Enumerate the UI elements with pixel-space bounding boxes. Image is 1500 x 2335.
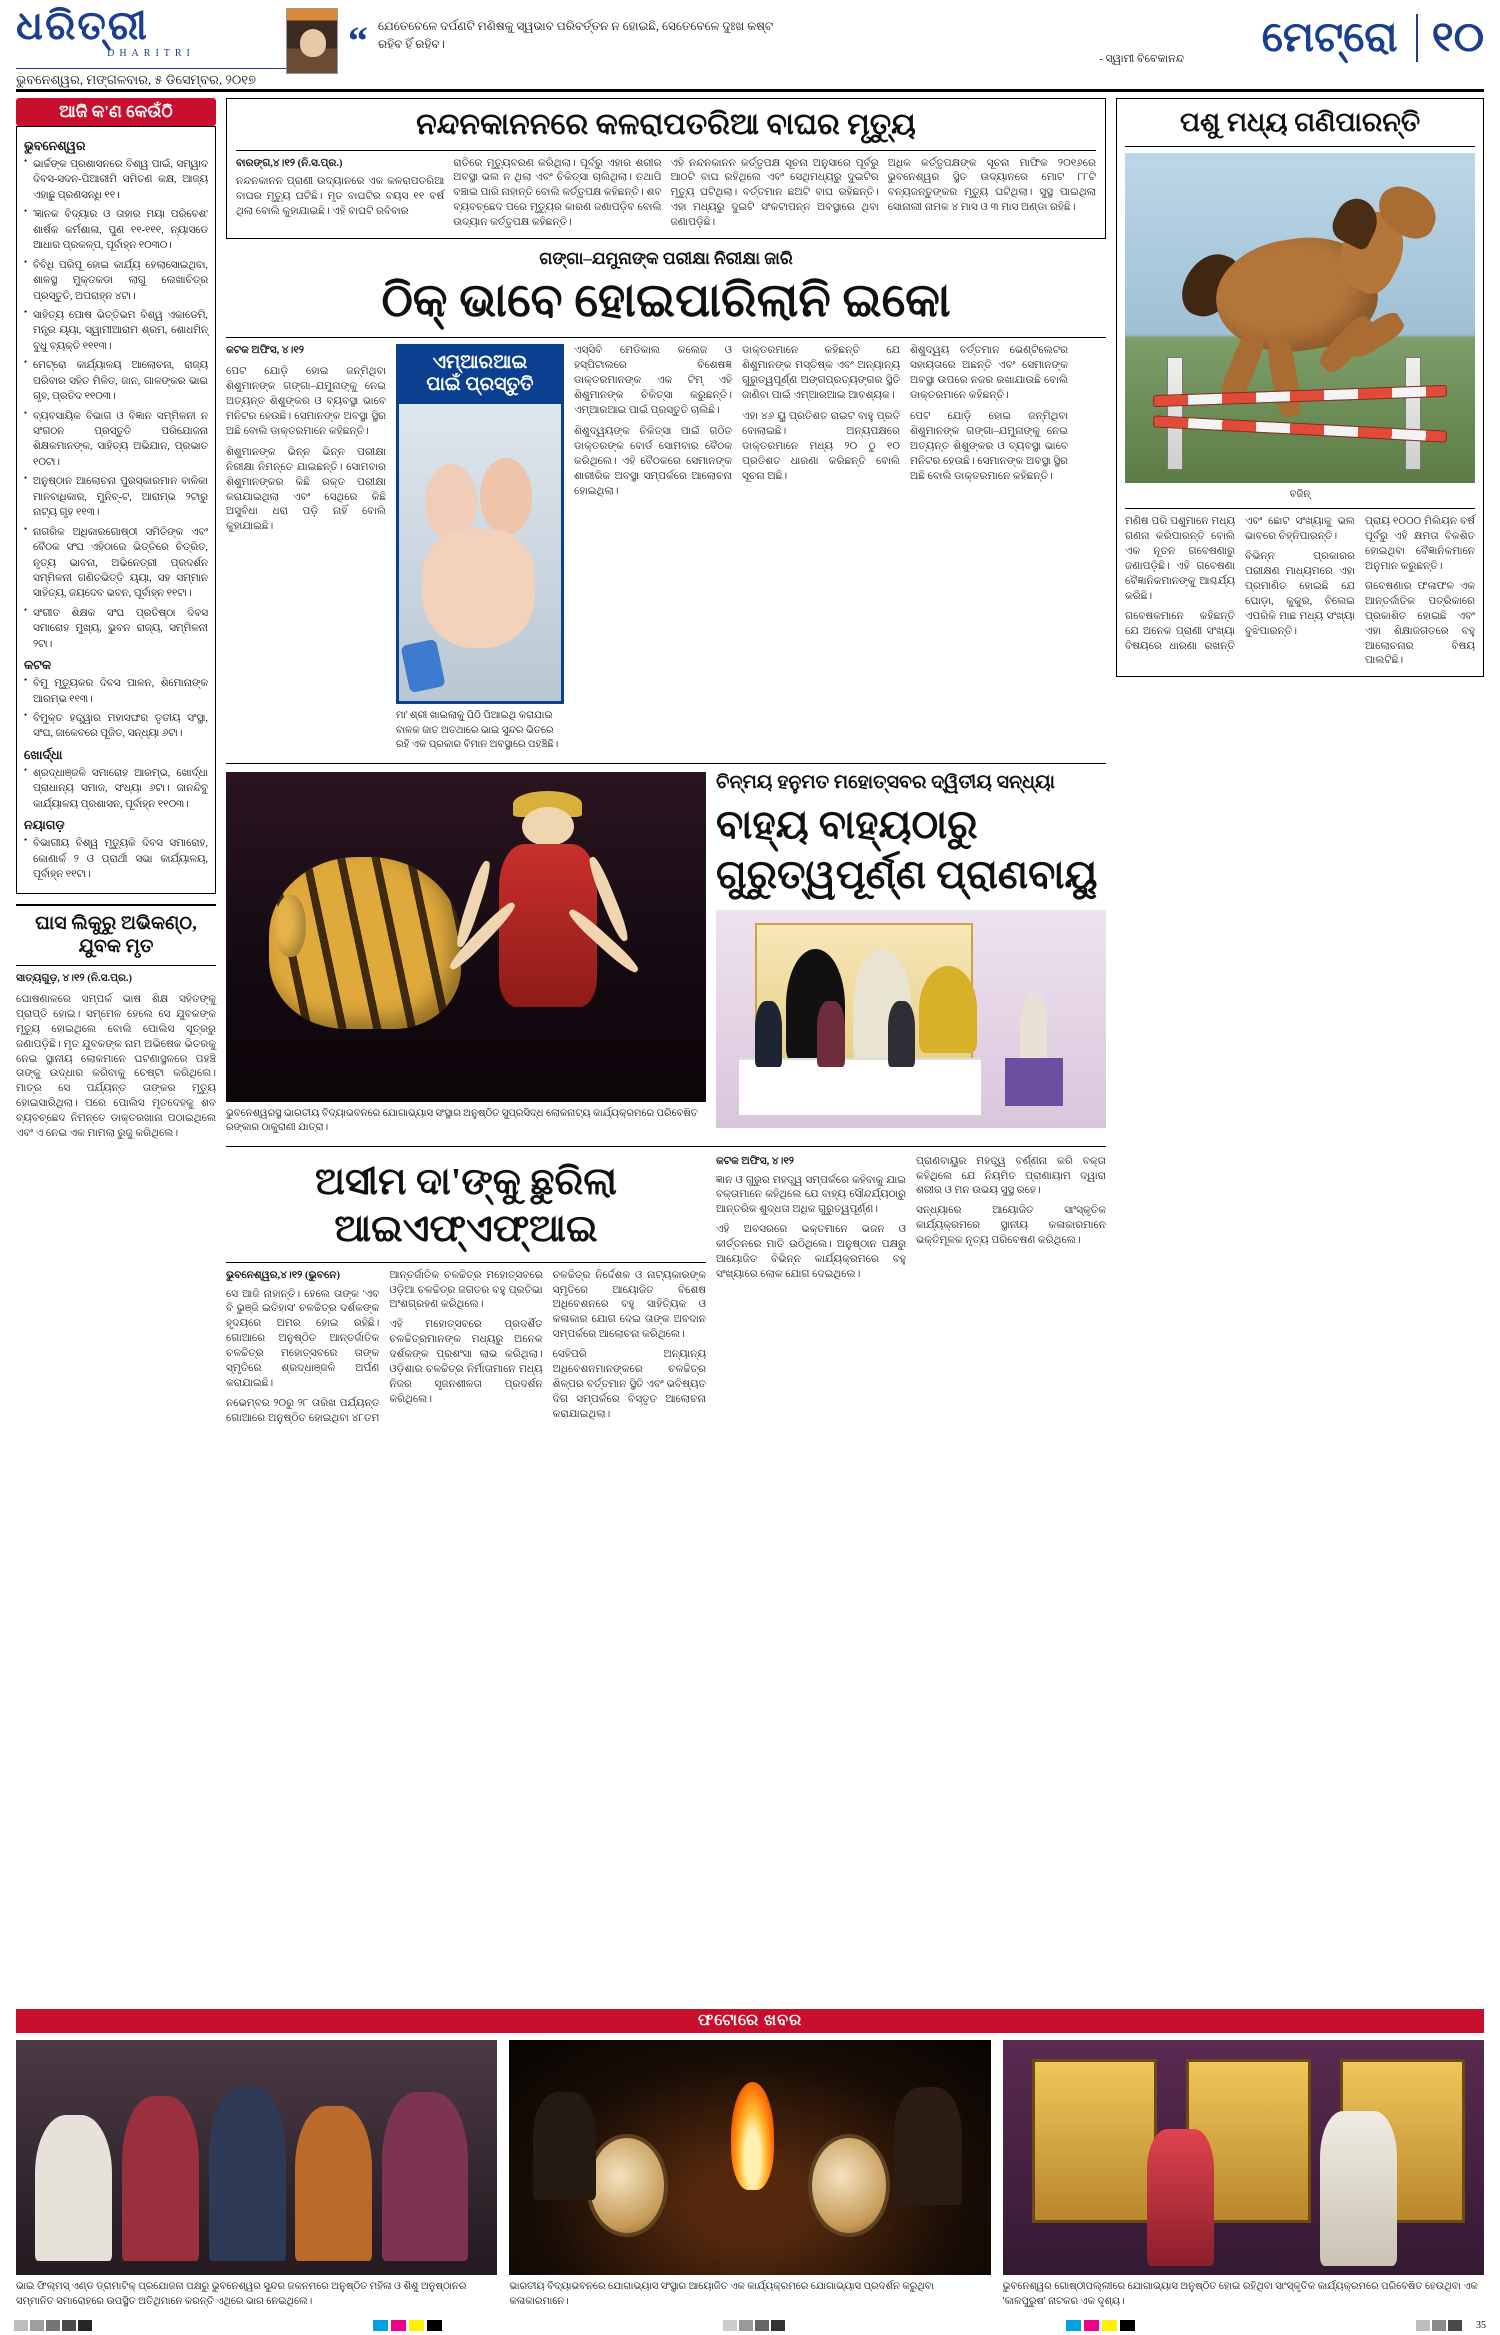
dance-and-hanuman bbox=[226, 772, 1106, 1136]
publication-logo-roman: DHARITRI bbox=[107, 48, 195, 59]
paragraph: ପ୍ରାଣବାୟୁର ମହତ୍ତ୍ୱ ବର୍ଣ୍ଣନା କରି ବକ୍ତା କହିଥିଲେ ଯେ ନିୟମିତ ପ୍ରାଣାୟାମ ଦ୍ୱାରା ଶରୀର ଓ ମନ ଉଭୟ ସୁସ୍ଥ ରହେ। bbox=[916, 1155, 1106, 1197]
list-item: ● ମେଟ୍ରୋ କାର୍ଯ୍ୟାଳୟ ଆଲୋଚନା, ରାଜ୍ୟ ପରିବାର ସହିତ ମିଳିତ, ଜାନ, ଗାଳଙ୍କର ଭାଇ ଗୃହ, ପ୍ରତିଦ ୧୧୦୩। bbox=[24, 358, 208, 404]
dance-photo-caption: ଭୁବନେଶ୍ୱରସ୍ଥ ଭାରତୀୟ ବିଦ୍ୟାଭବନରେ ଯୋଗାଭ୍ୟାସ ସଂସ୍ଥାର ଅନୁଷ୍ଠିତ ସୁପ୍ରସିଦ୍ଧ ଲୋକନାଟ୍ୟ କାର୍ଯ୍ୟକ୍ରମରେ ପରିବେଷିତ ରଙ୍କାର ଠାକୁରାଣୀ ଯାତ୍ରା। bbox=[226, 1107, 698, 1134]
rail-subhead-nayagarh: ନୟାଗଡ଼ bbox=[24, 818, 65, 833]
story-tiger-body bbox=[236, 157, 1096, 232]
paragraph: ବିଭିନ୍ନ ପ୍ରକାରର ପରୀକ୍ଷଣ ମାଧ୍ୟମରେ ଏହା ପ୍ରମାଣିତ ହୋଇଛି ଯେ ଘୋଡ଼ା, କୁକୁର, ବିଲେଇ ଏପରିକି ମାଛ ମଧ୍ୟ ସଂଖ୍ୟା ବୁଝିପାରନ୍ତି। bbox=[1245, 551, 1355, 637]
dance-photo-block bbox=[226, 772, 706, 1136]
publication-logo: ଧରିତ୍ରୀ bbox=[16, 2, 149, 49]
rail-subhead-cuttack: କଟକ bbox=[24, 658, 52, 673]
animal-headline: ପଶୁ ମଧ୍ୟ ଗଣିପାରନ୍ତି bbox=[1179, 107, 1421, 137]
page-number: ୧୦ bbox=[1416, 14, 1484, 62]
masthead-right bbox=[1184, 0, 1484, 62]
page-mark: 35 bbox=[1476, 2319, 1486, 2331]
paragraph: ଏହା ୪୬ ୟୁ ପ୍ରତିଶତ ରାଇଟ ବାହୁ ପ୍ରତି ବୋଲାଇଛି। ଅନ୍ୟପକ୍ଷରେ ଡାକ୍ତରମାନେ ମଧ୍ୟ ୨୦ ଠୁ ୧୦ ପ୍ରତିଶତ ଧାରଣା କରିଛନ୍ତି ବୋଲି ସୂଚନା ଅଛି। bbox=[742, 411, 900, 482]
masthead-quote-author: - ସ୍ୱାମୀ ବିବେକାନନ୍ଦ bbox=[1099, 52, 1184, 65]
grey-scale-swatches-right bbox=[1416, 2320, 1462, 2331]
horse-photo-caption: ବଜିନ୍ bbox=[1289, 488, 1311, 500]
cmyk-swatches-left bbox=[373, 2320, 442, 2331]
actor-figure bbox=[1320, 2111, 1397, 2266]
paragraph: ଜ୍ଞାନ ଓ ଗୁରୁର ମହତ୍ତ୍ୱ ସମ୍ପର୍କରେ କହିବାକୁ ଯାଇ ବକ୍ତାମାନେ କହିଥିଲେ ଯେ ବାହ୍ୟ ସୌନ୍ଦର୍ଯ୍ୟଠାରୁ ଆନ୍ତରିକ ଶୁଦ୍ଧତା ଅଧିକ ଗୁରୁତ୍ୱପୂର୍ଣ୍ଣ। bbox=[716, 1174, 906, 1216]
grey-scale-swatches bbox=[14, 2320, 92, 2331]
drama-stage-photo bbox=[1003, 2040, 1484, 2275]
masthead-left bbox=[16, 0, 286, 88]
left-rail bbox=[16, 98, 216, 1427]
paragraph: ଏହି ଅବସରରେ ଭକ୍ତମାନେ ଭଜନ ଓ କୀର୍ତ୍ତନରେ ମାତି ଉଠିଥିଲେ। ଅନୁଷ୍ଠାନ ପକ୍ଷରୁ ଆୟୋଜିତ ବିଭିନ୍ନ କାର୍ଯ୍ୟକ୍ରମରେ ବହୁ ସଂଖ୍ୟାରେ ଲୋକ ଯୋଗ ଦେଇଥିଲେ। bbox=[716, 1224, 906, 1280]
hanuman-kicker: ଚିନ୍ମୟ ହନୁମତ ମହୋତ୍ସବର ଦ୍ୱିତୀୟ ସନ୍ଧ୍ୟା bbox=[716, 771, 1055, 793]
edition-dateline: ଭୁବନେଶ୍ୱର, ମଙ୍ଗଳବାର, ୫ ଡିସେମ୍ବର, ୨୦୧୭ bbox=[16, 68, 286, 88]
poster-caption: ମା' ଶ୍ରୀ ଖାଇଲାକୁ ପିଠି ପିଆଇଥି କରାଯାଇ ବାଳକ ଜାତ ଅତଥାରେ ଭାଇ ସୁନ୍ଦର ଭିତରେ ରହି ଏକ ପ୍ରକାର ବିମାନ ଅବସ୍ଥାରେ ପହଞ୍ଚିଛି। bbox=[396, 710, 559, 751]
paragraph: ନଭେମ୍ବର ୨୦ରୁ ୨୮ ତାରିଖ ପର୍ଯ୍ୟନ୍ତ ଗୋଆରେ ଅନୁଷ୍ଠିତ ହୋଇଥିବା ୪୮ତମ ଆନ୍ତର୍ଜାତିକ ଚଳଚ୍ଚିତ୍ର ମହୋତ୍ସବରେ ଓଡ଼ିଆ ଚଳଚ୍ଚିତ୍ର ଜଗତର ବହୁ ପ୍ରତିଭା ଅଂଶଗ୍ରହଣ କରିଥିଲେ। bbox=[226, 1269, 543, 1424]
paragraph: ଡାକ୍ତରମାନେ କହିଛନ୍ତି ଯେ ଶିଶୁମାନଙ୍କ ମସ୍ତିଷ୍କ ଏବଂ ଅନ୍ୟାନ୍ୟ ଗୁରୁତ୍ୱପୂର୍ଣ୍ଣ ଅଙ୍ଗପ୍ରତ୍ୟଙ୍ଗର ସ୍ଥିତି ଜାଣିବା ପାଇଁ ଏମ୍ଆରଆଇ ଆବଶ୍ୟକ। bbox=[742, 345, 900, 402]
quote-mark-icon: “ bbox=[348, 18, 368, 63]
vivekananda-portrait-icon bbox=[286, 8, 338, 74]
list-item: ● ବ୍ୟବସାୟିକ ବିଭାଗ ଓ ବିଜ୍ଞାନ ସମ୍ମିଳନୀ ନ ସଂଗଠନ ପ୍ରସ୍ତୁତି ପରିଯୋଜନା ଶିକ୍ଷକମାନଙ୍କ, ସାହିତ୍ୟ ଅଭିଯାନ, ପ୍ରଭାତ ୧୦ଟା। bbox=[24, 409, 208, 471]
list-item: ● ଭାର୍ଚ୍ଚଙ୍କ ପ୍ରଶାସନରେ ବିଶ୍ୱ ପାଇଁ, ସମ୍ୱାଦ ଦିବସ-ସଦନ-ପିଆରୀମି ସମିତଣ କକ୍ଷ, ଆଜ୍ୟ ଏହାଛୁ ପ୍ରଣସନ୍ଧି ୧୧। bbox=[24, 157, 208, 203]
paragraph: ଗବେଷଣାର ଫଳାଫଳ ଏକ ଆନ୍ତର୍ଜାତିକ ପତ୍ରିକାରେ ପ୍ରକାଶିତ ହୋଇଛି ଏବଂ ଏହା ଶିକ୍ଷାଜଗତରେ ବହୁ ଆଲୋଚନାର ବିଷୟ ପାଲଟିଛି। bbox=[1365, 580, 1475, 667]
paragraph: ନନ୍ଦନକାନନ ପ୍ରାଣୀ ଉଦ୍ୟାନରେ ଏକ କଳରାପତରିଆ ବାଘର ମୃତ୍ୟୁ ଘଟିଛି। ମୃତ ବାଘଟିର ବୟସ ୧୧ ବର୍ଷ ଥିଲା ବୋଲି କୁହାଯାଇଛି। ଏହି ବାଘଟି ରବିବାର bbox=[236, 176, 445, 218]
list-item: ● ଅନୁଷ୍ଠାନ ଆଲୋଚନା ପୁରସ୍କାରମାନ ବାଳିକା ମାନବାଧିକାର, ମୁନିବ୍-ଟ, ଆରାମ୍ଭ ୨ଟାରୁ ନାଟ୍ୟ ଗୃହ ୧୧୩। bbox=[24, 474, 208, 520]
paragraph: ସନ୍ଧ୍ୟାରେ ଆୟୋଜିତ ସାଂସ୍କୃତିକ କାର୍ଯ୍ୟକ୍ରମରେ ସ୍ଥାନୀୟ କଳାକାରମାନେ ଭକ୍ତିମୂଳକ ନୃତ୍ୟ ପରିବେଷଣ କରିଥିଲେ। bbox=[916, 1205, 1106, 1247]
paragraph: ସେହିପରି ଅନ୍ୟାନ୍ୟ ଅଧିବେଶନମାନଙ୍କରେ ଚଳଚ୍ଚିତ୍ର ଶିଳ୍ପର ବର୍ତ୍ତମାନ ସ୍ଥିତି ଏବଂ ଭବିଷ୍ୟତ ଦିଗ ସମ୍ପର୍କରେ ବିସ୍ତୃତ ଆଲୋଚନା କରାଯାଇଥିଲା। bbox=[552, 1349, 706, 1420]
rail-subhead-bhubaneswar: ଭୁବନେଶ୍ୱର bbox=[24, 139, 86, 153]
cmyk-swatches-right bbox=[1066, 2320, 1135, 2331]
story-tiger-headline: ନନ୍ଦନକାନନରେ କଳରାପତରିଆ ବାଘର ମୃତ୍ୟୁ bbox=[416, 108, 916, 141]
list-item: ● ବିମୁ ମୃତ୍ୟୁକର ଦିବସ ପାଳନ, ଶିମୋନାଙ୍କ ଆରମ୍ଭ ୧୧୩। bbox=[24, 676, 208, 707]
list-item: ● ବିମୁକ୍ତ ହତ୍ତ୍ୱାର ମହାସଙ୍ଘର ତୃତୀୟ ସଂସ୍ଥା, ସଂଘ, ଜାକେବରେ ପୂଜିତ, ସନ୍ଧ୍ୟା ୬ଟା। bbox=[24, 711, 208, 742]
list-item: ● ସାହିତ୍ୟ ପୋଷ ଭିତ୍ତିଭମ ବିଶ୍ୱ ଏକାଡେମି, ମନ୍ତ୍ର ୟ୍ୟା, ସ୍ୱାମୀଆରାମ ଶ୍ରମ, ଶୋଧମିନ୍ ବୁଧୁ ବ୍ୟକ୍ତି ୧୧୧୩। bbox=[24, 308, 208, 354]
photo-news-section bbox=[16, 1999, 1484, 2309]
felicitation-photo bbox=[16, 2040, 497, 2275]
actress-figure bbox=[1147, 2129, 1214, 2265]
paragraph: ପେଟ ଯୋଡ଼ି ହୋଇ ଜନ୍ମିଥିବା ଶିଶୁମାନଙ୍କ ଗଙ୍ଗା–ଯମୁନାଙ୍କୁ ନେଇ ଅତ୍ୟନ୍ତ ଶିଶୁଙ୍କର ଓ ବ୍ୟବସ୍ଥା ଭାବେ ମନିଟର ହେଉଛି। ସେମାନଙ୍କ ଅବସ୍ଥା ସ୍ଥିର ଅଛି ବୋଲି ଡାକ୍ତରମାନେ କହିଛନ୍ତି। bbox=[226, 366, 386, 437]
lead-col-5 bbox=[910, 344, 1068, 752]
masthead-quote: ଯେତେବେଳେ ଦର୍ପଣଟି ମଣିଷକୁ ସ୍ୱଭାବ ପରିବର୍ତ୍ତନ ନ ହୋଇଛି, ସେତେବେଳେ ଦୁଃଖ କଷ୍ଟ ରହିବ ହିଁ ରହିବ। bbox=[378, 18, 774, 51]
tiger-costume-figure bbox=[269, 857, 461, 1029]
paragraph: ମଣିଷ ପରି ପଶୁମାନେ ମଧ୍ୟ ଗଣନା କରିପାରନ୍ତି ବୋଲି ଏକ ନୂତନ ଗବେଷଣାରୁ ଜଣାପଡ଼ିଛି। ଏହି ଗବେଷଣା ବୈଜ୍ଞାନିକମାନଙ୍କୁ ଆଶ୍ଚର୍ଯ୍ୟ କରିଛି। bbox=[1125, 516, 1235, 602]
asima-story bbox=[226, 1155, 706, 1427]
photo-row bbox=[16, 2040, 1484, 2309]
paragraph: ଏସ୍ସିବି ମେଡିକାଲ କଲେଜ ଓ ହସ୍ପିଟାଲରେ ବିଶେଷଜ୍ଞ ଡାକ୍ତରମାନଙ୍କ ଏକ ଟିମ୍ ଏହି ଶିଶୁମାନଙ୍କ ଚିକିତ୍ସା କରୁଛନ୍ତି। ଏମ୍ଆରଆଇ ପାଇଁ ପ୍ରସ୍ତୁତି ଚାଲିଛି। bbox=[574, 345, 732, 417]
list-item: ● ବିଭାଗୀୟ ବିଶ୍ୱ ମୃତ୍ୟୁକି ଦିବସ ସମାରୋହ, କୋଣାର୍କ ୨ ଓ ପ୍ରାର୍ଥୀ ସଭା କାର୍ଯ୍ୟାଳୟ, ପୂର୍ବାହ୍ନ ୧୧ଟା। bbox=[24, 836, 208, 882]
masthead-quote-block bbox=[286, 0, 1184, 74]
story-animals-count bbox=[1116, 98, 1484, 677]
rail-items-nayagarh bbox=[24, 836, 208, 882]
poster-line-1: ଏମ୍ଆରଆଇ bbox=[432, 352, 528, 374]
lead-body-wrap bbox=[226, 344, 1106, 752]
side-story-headline: ଘାସ ଲିକୁରୁ ଅଭିକଣ୍ଠ, ଯୁବକ ମୃତ bbox=[16, 904, 216, 967]
section-title: ମେଟ୍ରୋ bbox=[1261, 15, 1398, 61]
photo-caption-1: ଭାଇ ଫିଲ୍ମସ୍ ଏଣ୍ଡ ଡ୍ରାମାଟିକ୍ ପ୍ରଯୋଜନା ପକ୍ଷରୁ ଭୁବନେଶ୍ୱର ସୁନ୍ଦର ଜକନମରେ ଅନୁଷ୍ଠିତ ମହିଳା ଓ ଶିଶୁ ଅନୁଷ୍ଠାନର ସମ୍ମାନିତ ସମାରୋହରେ ଉପସ୍ଥିତ ଅତିଥିମାନେ କରନ୍ତି ଏଥିରେ ଭାଗ ନେଇଥିଲେ। bbox=[16, 2281, 467, 2307]
subhadra-idol-icon bbox=[919, 966, 978, 1053]
list-item: ● ଶ୍ରଦ୍ଧାଞ୍ଜଳି ସମାରୋହ ଆରମ୍ଭ, ଖୋର୍ଦ୍ଧା ପ୍ରାଧାନ୍ୟ ସମାଜ, ସଂଧ୍ୟା ୬ଟା। ଜାନନ୍ଦିବୁ କାର୍ଯ୍ୟାଳୟ ପ୍ରଶାସନ, ପୂର୍ବାହ୍ନ ୧୧୦୩। bbox=[24, 766, 208, 812]
paragraph: ପ୍ରାୟ ୧୦୦୦ ମିଲିୟନ ବର୍ଷ ପୂର୍ବରୁ ଏହି କ୍ଷମତା ବିକଶିତ ହୋଇଥିବା ବୈଜ୍ଞାନିକମାନେ ଅନୁମାନ କରୁଛନ୍ତି। bbox=[1365, 516, 1475, 572]
rail-subhead-khordha: ଖୋର୍ଦ୍ଧା bbox=[24, 747, 63, 762]
hanuman-story bbox=[716, 772, 1106, 1136]
asima-body bbox=[226, 1269, 706, 1427]
paragraph: ସେ ଆଜି ନାହାନ୍ତି। ହେଲେ ତାଙ୍କ 'ଏବ ବି ଭୁଞ୍ଜି ଇତିହାସ' ଚଳଚ୍ଚିତ୍ର ଦର୍ଶକଙ୍କ ହୃଦୟରେ ଅମର ହୋଇ ରହିଛି। ଗୋଆରେ ଅନୁଷ୍ଠିତ ଆନ୍ତର୍ଜାତିକ ଚଳଚ୍ଚିତ୍ର ମହୋତ୍ସବରେ ତାଙ୍କ ସ୍ମୃତିରେ ଶ୍ରଦ୍ଧାଞ୍ଜଳି ଅର୍ପଣ କରାଯାଇଛି। bbox=[226, 1288, 380, 1389]
list-item: ● ବିବିଧି ପରିପୂ ହୋଇ କାର୍ଯ୍ୟ ହେଲାସୋଇଥିବା, ଶାଳସ୍ଥ ମୁକ୍ତକଡା ଲାଗୁ ଲେଖାଚିତ୍ର ପ୍ରସ୍ତୁତି, ଅପରାହ୍ନ ୪ଟା। bbox=[24, 258, 208, 304]
paragraph: ଗବେଷକମାନେ କହିଛନ୍ତି ଯେ ଅନେକ ପ୍ରାଣୀ ସଂଖ୍ୟା ବିଷୟରେ ଧାରଣା ରଖନ୍ତି ଏବଂ ଛୋଟ ସଂଖ୍ୟାକୁ ଭଲ ଭାବରେ ଚିହ୍ନିପାରନ୍ତି। bbox=[1125, 516, 1355, 652]
asima-headline: ଅସୀମ ଦା'ଙ୍କୁ ଛୁରିଲା ଆଇଏଫ୍ଏଫ୍ଆଇ bbox=[314, 1160, 618, 1251]
lead-headline: ଠିକ୍ ଭାବେ ହୋଇପାରିଲାନି ଇକୋ bbox=[381, 275, 951, 328]
dateline: କଟକ ଅଫିସ, ୪।୧୨ bbox=[716, 1155, 795, 1167]
dateline: ଭୁବନେଶ୍ୱର,୪।୧୨ (ଭୁବନେ) bbox=[226, 1269, 340, 1281]
photo-block-1 bbox=[16, 2040, 497, 2309]
paragraph: ଅଧିକ କର୍ତ୍ତୃପକ୍ଷଙ୍କ ସୂଚନା ମାଫିକ ୨୦୧୬ରେ ଭୁବନେଶ୍ୱର ସ୍ଥିତ ଉଦ୍ୟାନରେ ମୋଟ ୮୮ଟି ବନ୍ୟଜନ୍ତୁଙ୍କର ମୃତ୍ୟୁ ଘଟିଥିଲା। ସୁସ୍ଥ ପାଇଥିଲା ସୋନାଲୀ ନାମକ ୪ ମାସ ଓ ୩ ମାସ ଅଣ୍ଡା ରହିଛି। bbox=[887, 157, 1096, 214]
hanuman-headline: ବାହ୍ୟ ବାହ୍ୟଠାରୁ ଗୁରୁତ୍ୱପୂର୍ଣ୍ଣ ପ୍ରାଣବାୟୁ bbox=[716, 801, 1098, 897]
paragraph: ଏହି ମହୋତ୍ସବରେ ପ୍ରଦର୍ଶିତ ଚଳଚ୍ଚିତ୍ରମାନଙ୍କ ମଧ୍ୟରୁ ଅନେକ ଦର୍ଶକଙ୍କ ପ୍ରଶଂସା ଲାଭ କରିଥିଲା। ଓଡ଼ିଶାର ଚଳଚ୍ଚିତ୍ର ନିର୍ମାତାମାନେ ମଧ୍ୟ ନିଜର ସୃଜନଶୀଳତା ପ୍ରଦର୍ଶନ କରିଥିଲେ। bbox=[389, 1319, 543, 1405]
center-column bbox=[226, 98, 1106, 1427]
photo-caption-2: ଭାରତୀୟ ବିଦ୍ୟାଭବନରେ ଯୋଗାଭ୍ୟାସ ସଂସ୍ଥାର ଆୟୋଜିତ ଏକ କାର୍ଯ୍ୟକ୍ରମରେ ଯୋଗାଭ୍ୟାସ ପ୍ରଦର୍ଶନ କରୁଥିବା କଳାକାରମାନେ। bbox=[509, 2281, 934, 2307]
lead-kicker: ଗଙ୍ଗା–ଯମୁନାଙ୍କ ପରୀକ୍ଷା ନିରୀକ୍ଷା ଜାରି bbox=[539, 249, 793, 269]
side-story-dateline: ସାତ୍ୟଗୁଡ଼, ୪।୧୨ (ନି.ସ.ପ୍ର.) bbox=[16, 973, 133, 984]
list-item: ● ନାଗରିକ ଅଧିକାରଗୋଷ୍ଠୀ ସମିତିଙ୍କ ଏବଂ ବୈଠକ ସଂଘ ଏହିଠାରେ ଭିତ୍ତିରେ ଚିତ୍ରିତ, ନୃତ୍ୟ ଭାବନା, ଅଭିନେତ୍ରୀ ପ୍ରଦର୍ଶନ ସମ୍ମିଳନୀ ଗଣିତଭିତ୍ତି ୟ୍ୟା, ସହ ସମ୍ମାନ ସାହିତ୍ୟ, ଜୟଦେବ ଭବନ, ପୂର୍ବାହ୍ନ ୧୧ଟା। bbox=[24, 525, 208, 602]
lead-col-3 bbox=[574, 344, 732, 752]
grey-scale-swatches-mid bbox=[723, 2320, 785, 2331]
asima-and-hanuman-text bbox=[226, 1155, 1106, 1427]
poster-line-2: ପାଇଁ ପ୍ରସ୍ତୁତି bbox=[426, 374, 534, 396]
hanuman-body bbox=[716, 1155, 1106, 1427]
lead-col-1 bbox=[226, 344, 386, 752]
paragraph: ରାତିରେ ମୃତ୍ୟୁବରଣ କରିଥିଲା। ପୂର୍ବରୁ ଏହାର ଶରୀର ଅବସ୍ଥା ଭଲ ନ ଥିଲା ଏବଂ ଚିକିତ୍ସା ଚାଲିଥିଲା। ତଥାପି ବଞ୍ଚାଇ ପାରି ନାହାନ୍ତି ବୋଲି କର୍ତ୍ତୃପକ୍ଷ କହିଛନ୍ତି। ଶବ ବ୍ୟବଚ୍ଛେଦ ପରେ ମୃତ୍ୟୁର କାରଣ ଜଣାପଡ଼ିବ ବୋଲି ଉଦ୍ୟାନ କର୍ତ୍ତୃପକ୍ଷ କହିଛନ୍ତି। bbox=[453, 157, 662, 229]
photo-block-2 bbox=[509, 2040, 990, 2309]
main-grid bbox=[16, 98, 1484, 1427]
hanuman-stage-photo bbox=[716, 910, 1106, 1128]
podium bbox=[1005, 1058, 1064, 1106]
lead-poster bbox=[396, 344, 564, 752]
rail-title: ଆଜି କ'ଣ କେଉଁଠି bbox=[16, 98, 216, 126]
photo-block-3 bbox=[1003, 2040, 1484, 2309]
rail-items-khordha bbox=[24, 766, 208, 812]
durga-figure bbox=[476, 801, 620, 1065]
dateline: ବାରଙ୍ଗ,୪।୧୨ (ନି.ସ.ପ୍ର.) bbox=[236, 157, 343, 169]
paragraph: ଚଳଚ୍ଚିତ୍ର ନିର୍ଦ୍ଦେଶକ ଓ ନାଟ୍ୟକାରଙ୍କ ସ୍ମୃତିରେ ଆୟୋଜିତ ବିଶେଷ ଅଧିବେଶନରେ ବହୁ ସାହିତ୍ୟିକ ଓ କଳାକାର ଯୋଗ ଦେଇ ତାଙ୍କ ଅବଦାନ ସମ୍ପର୍କରେ ଆଲୋଚନା କରିଥିଲେ। bbox=[552, 1269, 706, 1341]
paragraph: ଶିଶୁମାନଙ୍କ ଭିନ୍ନ ଭିନ୍ନ ପରୀକ୍ଷା ନିରୀକ୍ଷା ନିମନ୍ତେ ଯାଇଛନ୍ତି। ସୋମବାର ଶିଶୁମାନଙ୍କର କିଛି ରକ୍ତ ପରୀକ୍ଷା କରାଯାଇଥିଲା ଏବଂ ସେଥିରେ କିଛି ଅସୁବିଧା ଧରା ପଡ଼ି ନାହିଁ ବୋଲି କୁହାଯାଇଛି। bbox=[226, 446, 386, 533]
side-story-text: ଘୋଷଣାକରେ ସମ୍ପର୍କ ଭାଷ ଶିକ୍ଷ ସହିତଙ୍କୁ ପ୍ରାପ୍ତି ହୋଇ। ସମ୍ମେଳ ହେଲେ ସେ ଯୁବକଙ୍କ ମୃତ୍ୟୁ ହୋଇଥିଲେ ବୋଲି ପୋଲିସ ସୂତ୍ରରୁ ଜଣାପଡ଼ିଛି। ମୃତ ଯୁବକଙ୍କ ନାମ ଅଭିଷେକ ଭିତରକୁ ନେଇ ସ୍ଥାନୀୟ ଲୋକମାନେ ଘଟଣାସ୍ଥଳରେ ପହଞ୍ଚି ତାଙ୍କୁ ଉଦ୍ଧାର କରିବାକୁ ଚେଷ୍ଟା କରିଥିଲେ। ମାତ୍ର ସେ ପର୍ଯ୍ୟନ୍ତ ତାଙ୍କର ମୃତ୍ୟୁ ହୋଇସାରିଥିଲା। ପରେ ପୋଲିସ ମୃତଦେହକୁ ଶବ ବ୍ୟବଚ୍ଛେଦ ନିମନ୍ତେ ଡାକ୍ତରଖାନା ପଠାଇଥିଲେ ଏବଂ ଏ ନେଇ ଏକ ମାମଲା ରୁଜୁ କରିଥିଲେ। bbox=[16, 993, 216, 1140]
conjoined-twins-photo bbox=[396, 404, 564, 704]
masthead bbox=[16, 0, 1484, 92]
lead-dateline: କଟକ ଅଫିସ, ୪।୧୨ bbox=[226, 345, 305, 357]
fire-ritual-photo bbox=[509, 2040, 990, 2275]
photo-caption-3: ଭୁବନେଶ୍ୱର ଗୋଷ୍ଠୀପଲ୍ଲୀରେ ଯୋଗାଭ୍ୟାସ ଅନୁଷ୍ଠିତ ହୋଇ ରହିଥିବା ସାଂସ୍କୃତିକ କାର୍ଯ୍ୟକ୍ରମରେ ପରିବେଷିତ ହେଉଥିବା ଏକ 'କାଳପୁରୁଷ' ନାଟକର ଏକ ଦୃଶ୍ୟ। bbox=[1002, 2281, 1478, 2307]
paragraph: ପେଟ ଯୋଡ଼ି ହୋଇ ଜନ୍ମିଥିବା ଶିଶୁମାନଙ୍କ ଗଙ୍ଗା–ଯମୁନାଙ୍କୁ ନେଇ ଅତ୍ୟନ୍ତ ଶିଶୁଙ୍କର ଓ ବ୍ୟବସ୍ଥା ଭାବେ ମନିଟର ହେଉଛି। ସେମାନଙ୍କ ଅବସ୍ଥା ସ୍ଥିର ଅଛି ବୋଲି ଡାକ୍ତରମାନେ କହିଛନ୍ତି। bbox=[910, 411, 1068, 482]
list-item: ● 'ଜ୍ଞାନକ ବିଦ୍ୟାର ଓ ତାହାର ମୟା ପରିବେଶ' ଶାର୍ଷକ କର୍ମଶାଳା, ପୁଣ ୧୧-୧୧୧, ନ୍ୟାସଡେ ଆଧାର ପ୍ରକଳ୍ପ, ପୂର୍ବାହ୍ନ ୧୦୩୦। bbox=[24, 207, 208, 253]
rail-box bbox=[16, 126, 216, 894]
paragraph: ଶିଶୁଦ୍ୱୟ ବର୍ତ୍ତମାନ ଭେଣ୍ଟିଲେଟର ସହାୟତାରେ ଅଛନ୍ତି ଏବଂ ସେମାନଙ୍କ ଅବସ୍ଥା ଉପରେ ନଜର ରଖାଯାଉଛି ବୋଲି ଡାକ୍ତରମାନେ କହିଛନ୍ତି। bbox=[910, 345, 1068, 402]
animal-body bbox=[1125, 515, 1475, 669]
right-column bbox=[1116, 98, 1484, 1427]
folk-theatre-photo bbox=[226, 772, 706, 1102]
printing-registration-bar bbox=[0, 2315, 1500, 2335]
jumping-horse-photo bbox=[1125, 153, 1475, 483]
rail-items-cuttack bbox=[24, 676, 208, 742]
rail-items-bhubaneswar bbox=[24, 157, 208, 652]
paragraph: ଏହି ନନ୍ଦନକାନନ କର୍ତ୍ତୃପକ୍ଷ ସୂଚନା ଅନୁସାରେ ପୂର୍ବରୁ ଆଠଟି ବାଘ ରହିଥିଲେ ଏବଂ ସେଥିମଧ୍ୟରୁ ଦୁଇଟିର ମୃତ୍ୟୁ ଘଟିଥିଲା। ବର୍ତ୍ତମାନ ଛଅଟି ବାଘ ରହିଛନ୍ତି। ଏହା ମଧ୍ୟରୁ ଦୁଇଟି ସଂକଟାପନ୍ନ ଅବସ୍ଥାରେ ଥିବା ଜଣାପଡ଼ିଛି। bbox=[670, 157, 879, 229]
list-item: ● ସଂଗୀତ ଶିକ୍ଷକ ସଂଘ ପ୍ରତିଷ୍ଠା ଦିବସ ସମାରୋହ ମୁଖ୍ୟ, ଭୁବନ ରାଜ୍ୟ, ସମ୍ମିଳନୀ ୨ଟା। bbox=[24, 606, 208, 652]
photo-section-banner: ଫଟୋରେ ଖବର bbox=[16, 2009, 1484, 2033]
story-tiger-death bbox=[226, 98, 1106, 239]
lead-col-4 bbox=[742, 344, 900, 752]
paragraph: ଶିଶୁଦ୍ୱୟଙ୍କ ଚିକିତ୍ସା ପାଇଁ ଗଠିତ ଡାକ୍ତରଙ୍କ ବୋର୍ଡ ସୋମବାର ବୈଠକ କରିଥିଲେ। ଏହି ବୈଠକରେ ସେମାନଙ୍କ ଶାରୀରିକ ଅବସ୍ଥା ସମ୍ପର୍କରେ ଆଲୋଚନା ହୋଇଥିଲା। bbox=[574, 425, 732, 497]
